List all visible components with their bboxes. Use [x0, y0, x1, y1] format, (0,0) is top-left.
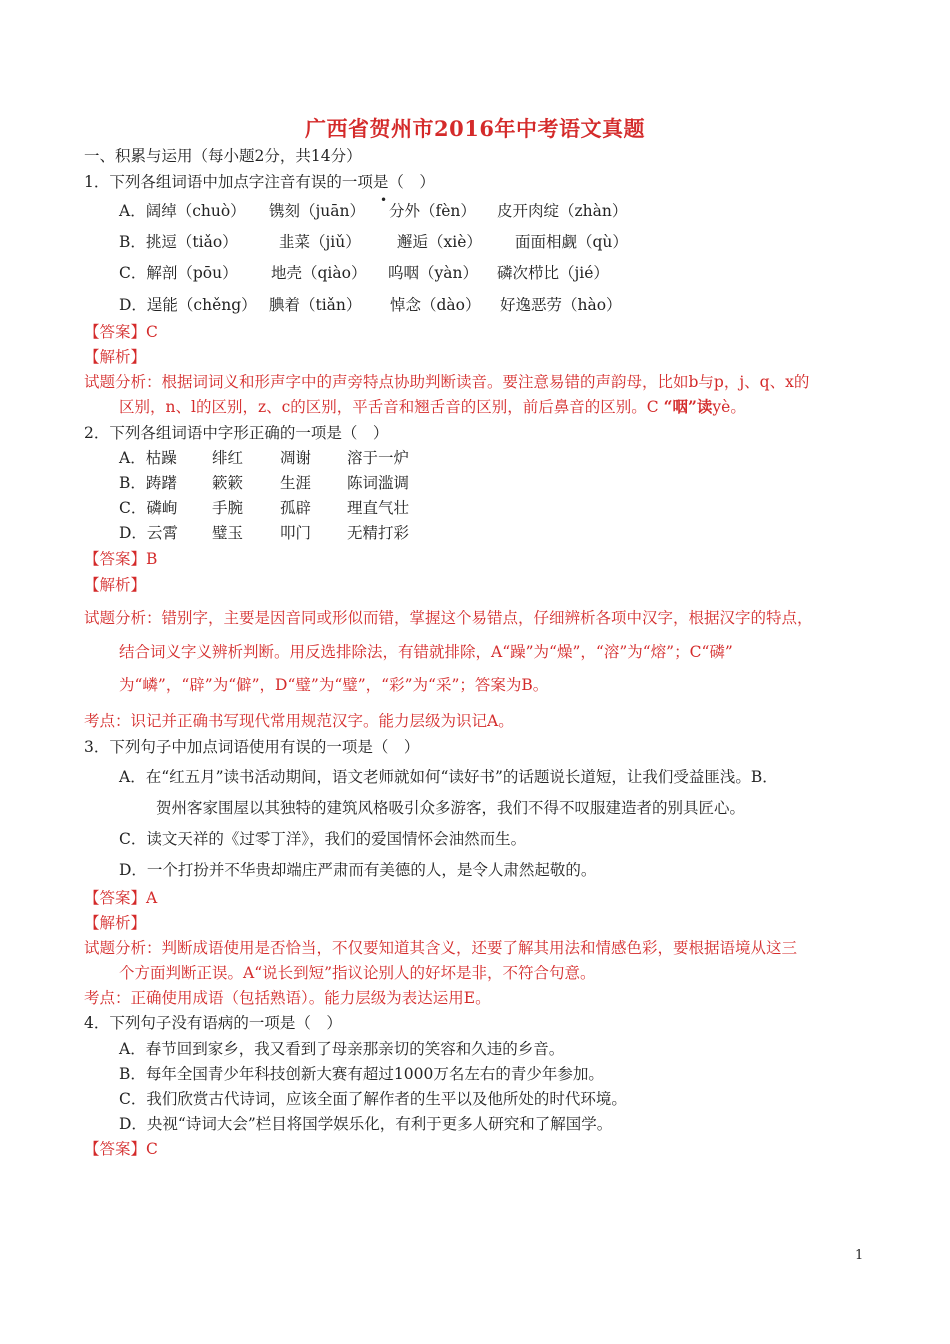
question-1-option-a [119, 201, 627, 221]
analysis-emphasis: “咽”读 [663, 397, 713, 416]
question-2-answer: 【答案】B [84, 550, 158, 568]
question-2-analysis-line: 为“嶙”，“辟”为“僻”，D“璧”为“璧”，“彩”为“采”；答案为B。 [119, 676, 549, 694]
question-1-option-c [119, 263, 609, 283]
option-word: 呜咽（yàn） [388, 264, 478, 282]
option-word: 腆着（tiǎn） [269, 296, 362, 314]
question-4-option-b: B．每年全国青少年科技创新大赛有超过1000万名左右的青少年参加。 [119, 1065, 604, 1083]
question-2-analysis-line: 试题分析：错别字，主要是因音同或形似而错，掌握这个易错点，仔细辨析各项中汉字，根据汉字的特点， [84, 609, 813, 627]
question-2-option-c [119, 498, 409, 518]
question-1-answer: 【答案】C [84, 323, 158, 341]
question-1-option-b [119, 232, 628, 252]
question-2-option-b [119, 473, 409, 493]
option-word: 叩门 [280, 524, 312, 542]
question-4-stem: 4．下列句子没有语病的一项是（ ） [84, 1014, 342, 1032]
section-heading: 一、积累与运用（每小题2分，共14分） [84, 147, 362, 165]
option-word: 璧玉 [212, 524, 244, 542]
question-3-kaodian: 考点：正确使用成语（包括熟语）。能力层级为表达运用E。 [84, 989, 491, 1007]
question-1-analysis-line [119, 397, 746, 417]
question-3-option-c: C．读文天祥的《过零丁洋》，我们的爱国情怀会油然而生。 [119, 830, 527, 848]
question-1-analysis-label: 【解析】 [84, 348, 147, 366]
question-2-analysis-label: 【解析】 [84, 576, 147, 594]
option-word: 手腕 [212, 499, 244, 517]
option-word: 孤辟 [280, 499, 312, 517]
question-2-analysis-line: 结合词义字义辨析判断。用反选排除法，有错就排除，A“躁”为“燥”，“溶”为“熔”；C“磷” [119, 643, 733, 661]
question-2-option-d [119, 523, 409, 543]
option-word: 绯红 [212, 449, 244, 467]
question-4-option-c: C．我们欣赏古代诗词，应该全面了解作者的生平以及他所处的时代环境。 [119, 1090, 627, 1108]
question-4-option-a: A．春节回到家乡，我又看到了母亲那亲切的笑容和久违的乡音。 [119, 1040, 565, 1058]
option-word: C．解剖（pōu） [119, 264, 238, 282]
question-1-stem: 1．下列各组词语中加点字注音有误的一项是（ ） [84, 173, 435, 191]
question-1-option-d [119, 295, 622, 315]
option-word: 分外（fèn） [389, 202, 476, 220]
option-word: 悼念（dào） [390, 296, 481, 314]
option-word: D．逞能（chěng） [119, 296, 257, 314]
option-word: C．磷峋 [119, 499, 178, 517]
analysis-text: 区别，n、l的区别，z、c的区别，平舌音和翘舌音的区别，前后鼻音的区别。C [119, 398, 664, 416]
option-word: 皮开肉绽（zhàn） [497, 202, 628, 220]
option-word: 簌簌 [212, 474, 244, 492]
question-3-stem: 3．下列句子中加点词语使用有误的一项是（ ） [84, 738, 420, 756]
option-word: 生涯 [280, 474, 312, 492]
question-3-analysis-line: 个方面判断正误。A“说长到短”指议论别人的好坏是非，不符合句意。 [119, 964, 596, 982]
option-word: 好逸恶劳（hào） [500, 296, 622, 314]
option-word: 邂逅（xiè） [397, 233, 482, 251]
question-3-option-d: D．一个打扮并不华贵却端庄严肃而有美德的人，是令人肃然起敬的。 [119, 861, 597, 879]
question-2-option-a [119, 448, 409, 468]
option-word: 面面相觑（qù） [515, 233, 628, 251]
option-word: B．踌躇 [119, 474, 177, 492]
question-4-option-d: D．央视“诗词大会”栏目将国学娱乐化，有利于更多人研究和了解国学。 [119, 1115, 613, 1133]
option-word: D．云霄 [119, 524, 178, 542]
option-word: A．枯躁 [119, 449, 177, 467]
option-word: A．阔绰（chuò） [119, 202, 246, 220]
question-2-stem: 2．下列各组词语中字形正确的一项是（ ） [84, 424, 389, 442]
option-word: 凋谢 [280, 449, 312, 467]
option-word: B．挑逗（tiǎo） [119, 233, 238, 251]
page-title: 广西省贺州市2016年中考语文真题 [305, 116, 645, 141]
analysis-text: yè。 [712, 398, 746, 416]
option-word: 镌刻（juān） [269, 202, 366, 220]
option-word: 陈词滥调 [347, 474, 410, 492]
page-number: 1 [855, 1248, 864, 1263]
emphasis-dot: • [380, 193, 388, 207]
option-word: 磷次栉比（jié） [497, 264, 609, 282]
option-word: 韭菜（jiǔ） [279, 233, 361, 251]
question-3-analysis-label: 【解析】 [84, 914, 147, 932]
option-word: 地壳（qiào） [271, 264, 367, 282]
option-word: 无精打彩 [347, 524, 410, 542]
question-1-analysis-line: 试题分析：根据词词义和形声字中的声旁特点协助判断读音。要注意易错的声韵母，比如b与p，j、q、x的 [84, 373, 810, 391]
question-2-kaodian: 考点：识记并正确书写现代常用规范汉字。能力层级为识记A。 [84, 712, 514, 730]
question-3-option-b: 贺州客家围屋以其独特的建筑风格吸引众多游客，我们不得不叹服建造者的别具匠心。 [156, 799, 746, 817]
question-4-answer: 【答案】C [84, 1140, 158, 1158]
option-word: 溶于一炉 [347, 449, 410, 467]
question-3-answer: 【答案】A [84, 889, 158, 907]
question-3-analysis-line: 试题分析：判断成语使用是否恰当，不仅要知道其含义，还要了解其用法和情感色彩，要根据语境从这三 [84, 939, 798, 957]
question-3-option-a: A．在“红五月”读书活动期间，语文老师就如何“读好书”的话题说长道短，让我们受益匪浅。B． [119, 768, 778, 786]
option-word: 理直气壮 [347, 499, 410, 517]
